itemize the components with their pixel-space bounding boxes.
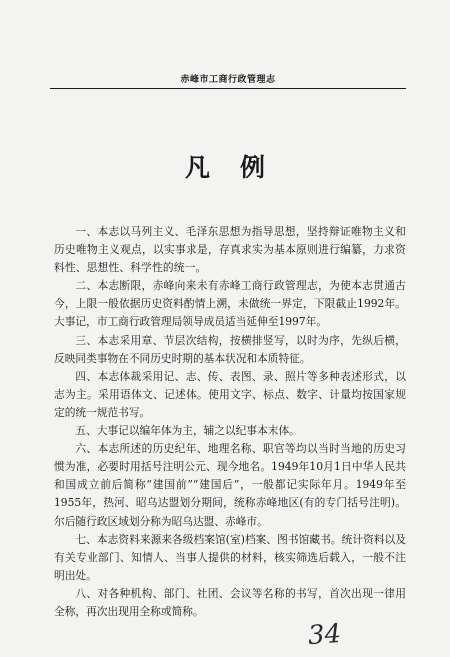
handwritten-page-number: 34 (306, 618, 343, 652)
paragraph-2: 二、本志断限，赤峰向来未有赤峰工商行政管理志，为使本志贯通古今，上限一般依据历史资料酌情上溯，未做统一界定，下限截止1992年。大事记，市工商行政管理局领导成员适当延伸至1997年。 (54, 279, 406, 329)
paragraph-3: 三、本志采用章、节层次结构，按横排竖写，以时为序，先纵后横，反映同类事物在不同历史时期的基本状况和本质特征。 (54, 333, 406, 365)
paragraph-8: 八、对各种机构、部门、社团、会议等名称的书写，首次出现一律用全称，再次出现用全称或简称。 (54, 586, 406, 618)
paragraph-5: 五、大事记以编年体为主，辅之以纪事本末体。 (75, 424, 300, 438)
paragraph-6: 六、本志所述的历史纪年、地理名称、职官等均以当时当地的历史习惯为准，必要时用括号注明公元、现今地名。1949年10月1日中华人民共和国成立前后简称“建国前”“建国后”，一般都记实际年月。1949年至1955年，热河、昭乌达盟划分期间，统称赤峰地区(有的专门括号注明)。尔后随行政区域划分称为昭乌达盟、赤峰市。 (54, 442, 406, 528)
paragraph-1: 一、本志以马列主义、毛泽东思想为指导思想，坚持辩证唯物主义和历史唯物主义观点，以实事求是，存真求实为基本原则进行编纂，力求资料性、思想性、科学性的统一。 (54, 225, 406, 275)
paragraph-4: 四、本志体裁采用记、志、传、表图、录、照片等多种表述形式，以志为主。采用语体文、记述体。使用文字、标点、数字、计量均按国家规定的统一规范书写。 (54, 369, 406, 419)
page-header (50, 68, 406, 92)
running-title: 赤峰市工商行政管理志 (180, 75, 276, 85)
page-title: 凡例 (184, 153, 295, 182)
body-text (54, 223, 406, 621)
header-rule (50, 88, 406, 89)
paragraph-7: 七、本志资料来源来各级档案馆(室)档案、图书馆藏书。统计资料以及有关专业部门、知情人、当事人提供的材料，核实筛选后载入，一般不注明出处。 (54, 532, 406, 582)
